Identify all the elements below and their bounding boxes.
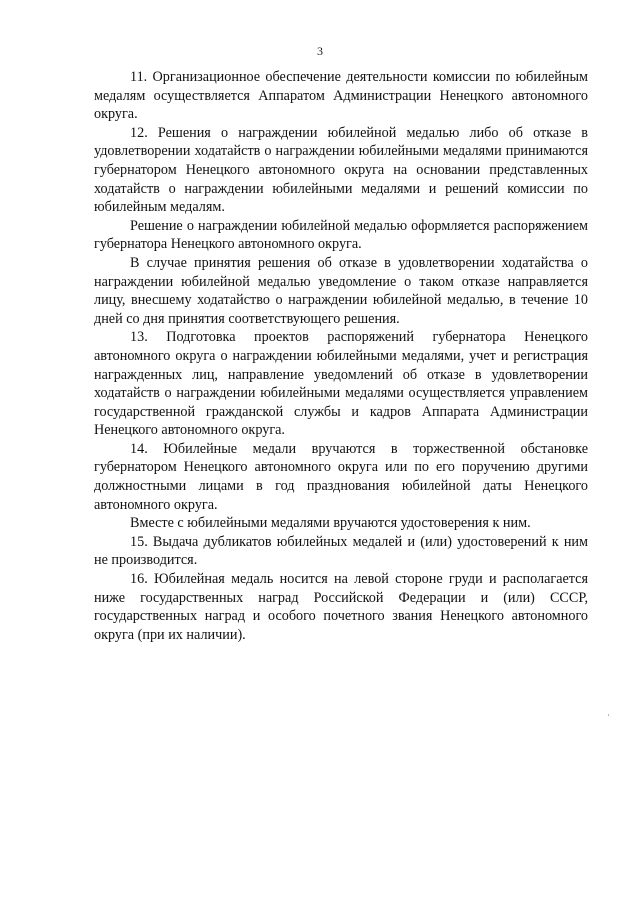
paragraph-12-decision: Решение о награждении юбилейной медалью оформляется распоряжением губернатора Ненецкого автономного округа. — [94, 217, 588, 253]
paragraph-15: 15. Выдача дубликатов юбилейных медалей и (или) удостоверений к ним не производится. — [94, 533, 588, 569]
document-body — [94, 68, 588, 644]
paragraph-16: 16. Юбилейная медаль носится на левой стороне груди и располагается ниже государственных наград Российской Федерации и (или) СССР, государственных наград и особого почетного звания Ненецкого автономного округа (при их наличии). — [94, 571, 588, 643]
scan-speck — [608, 714, 609, 716]
paragraph-11: 11. Организационное обеспечение деятельности комиссии по юбилейным медалям осуществляется Аппаратом Администрации Ненецкого автономного округа. — [94, 69, 588, 123]
paragraph-14-certificates: Вместе с юбилейными медалями вручаются удостоверения к ним. — [130, 515, 531, 532]
page-number: 3 — [317, 44, 323, 58]
paragraph-13: 13. Подготовка проектов распоряжений губернатора Ненецкого автономного округа о награждении юбилейными медалями, учет и регистрация награжденных лиц, направление уведомлений об отказе в удовлетворении ходатайств о награждении юбилейными медалями осуществляется управлением государственной гражданской службы и кадров Аппарата Администрации Ненецкого автономного округа. — [94, 329, 588, 439]
paragraph-12: 12. Решения о награждении юбилейной медалью либо об отказе в удовлетворении ходатайств о награждении юбилейными медалями принимаются губернатором Ненецкого автономного округа на основании представленных ходатайств о награждении юбилейными медалями и решений комиссии по юбилейным медалям. — [94, 124, 588, 216]
paragraph-14: 14. Юбилейные медали вручаются в торжественной обстановке губернатором Ненецкого автономного округа или по его поручению другими должностными лицами в год празднования юбилейной даты Ненецкого автономного округа. — [94, 440, 588, 513]
paragraph-12-refusal: В случае принятия решения об отказе в удовлетворении ходатайства о награждении юбилейной медалью уведомление о таком отказе направляется лицу, внесшему ходатайство о награждении юбилейной медалью, в течение 10 дней со дня принятия соответствующего решения. — [94, 254, 588, 327]
